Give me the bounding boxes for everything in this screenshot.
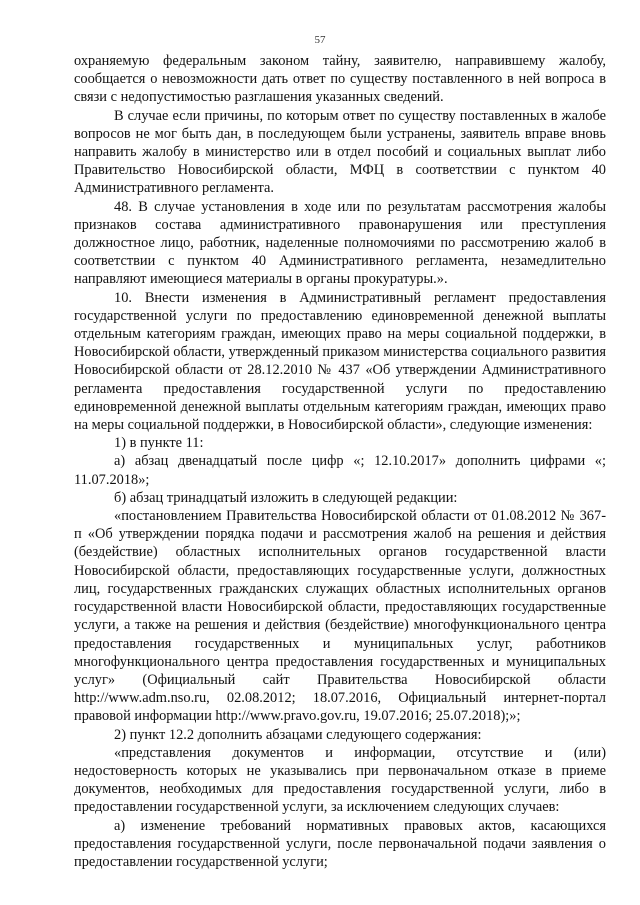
paragraph: «представления документов и информации, отсутствие и (или) недостоверность которых не указывались при первоначальном отказе в приеме документов, необходимых для предоставления государственной услуги, либо в предоставлении государственной услуги, за исключением следующих случаев:	[74, 744, 606, 816]
paragraph: а) изменение требований нормативных правовых актов, касающихся предоставления государственной услуги, после первоначальной подачи заявления о предоставлении государственной услуги;	[74, 817, 606, 870]
paragraph: б) абзац тринадцатый изложить в следующей редакции:	[114, 489, 458, 506]
paragraph: 48. В случае установления в ходе или по результатам рассмотрения жалобы признаков состава административного правонарушения или преступления должностное лицо, работник, наделенные полномочиями по рассмотрению жалоб в соответствии с пунктом 40 Административного регламента, незамедлительно направляют имеющиеся материалы в органы прокуратуры.».	[74, 198, 606, 288]
paragraph: охраняемую федеральным законом тайну, заявителю, направившему жалобу, сообщается о невозможности дать ответ по существу поставленного в ней вопроса в связи с недопустимостью разглашения указанных сведений.	[74, 53, 606, 106]
paragraph: а) абзац двенадцатый после цифр «; 12.10.2017» дополнить цифрами «; 11.07.2018»;	[74, 453, 606, 488]
document-body	[74, 52, 606, 871]
paragraph: 2) пункт 12.2 дополнить абзацами следующего содержания:	[114, 726, 482, 743]
paragraph: «постановлением Правительства Новосибирской области от 01.08.2012 № 367-п «Об утверждении порядка подачи и рассмотрения жалоб на решения и действия (бездействие) областных исполнительных органов государственной власти Новосибирской области, предоставляющих государственные услуги, должностных лиц, государственных гражданских служащих областных исполнительных органов государственной власти Новосибирской области, предоставляющих государственные услуги, а также на решения и действия (бездействие) многофункционального центра предоставления государственных и муниципальных услуг, работников многофункционального центра предоставления государственных и муниципальных услуг» (Официальный сайт Правительства Новосибирской области http://www.adm.nso.ru, 02.08.2012; 18.07.2016, Официальный интернет-портал правовой информации http://www.pravo.gov.ru, 19.07.2016; 25.07.2018);»;	[74, 508, 606, 725]
paragraph: 10. Внести изменения в Административный регламент предоставления государственной услуги по предоставлению единовременной денежной выплаты отдельным категориям граждан, имеющих право на меры социальной поддержки, в Новосибирской области, утвержденный приказом министерства социального развития Новосибирской области от 28.12.2010 № 437 «Об утверждении Административного регламента предоставления государственной услуги по предоставлению единовременной денежной выплаты отдельным категориям граждан, имеющих право на меры социальной поддержки, в Новосибирской области», следующие изменения:	[74, 289, 606, 434]
paragraph: 1) в пункте 11:	[114, 435, 204, 452]
page-number: 57	[314, 34, 326, 46]
paragraph: В случае если причины, по которым ответ по существу поставленных в жалобе вопросов не мог быть дан, в последующем были устранены, заявитель вправе вновь направить жалобу в министерство или в отдел пособий и социальных выплат либо Правительство Новосибирской области, МФЦ в соответствии с пунктом 40 Административного регламента.	[74, 107, 606, 197]
